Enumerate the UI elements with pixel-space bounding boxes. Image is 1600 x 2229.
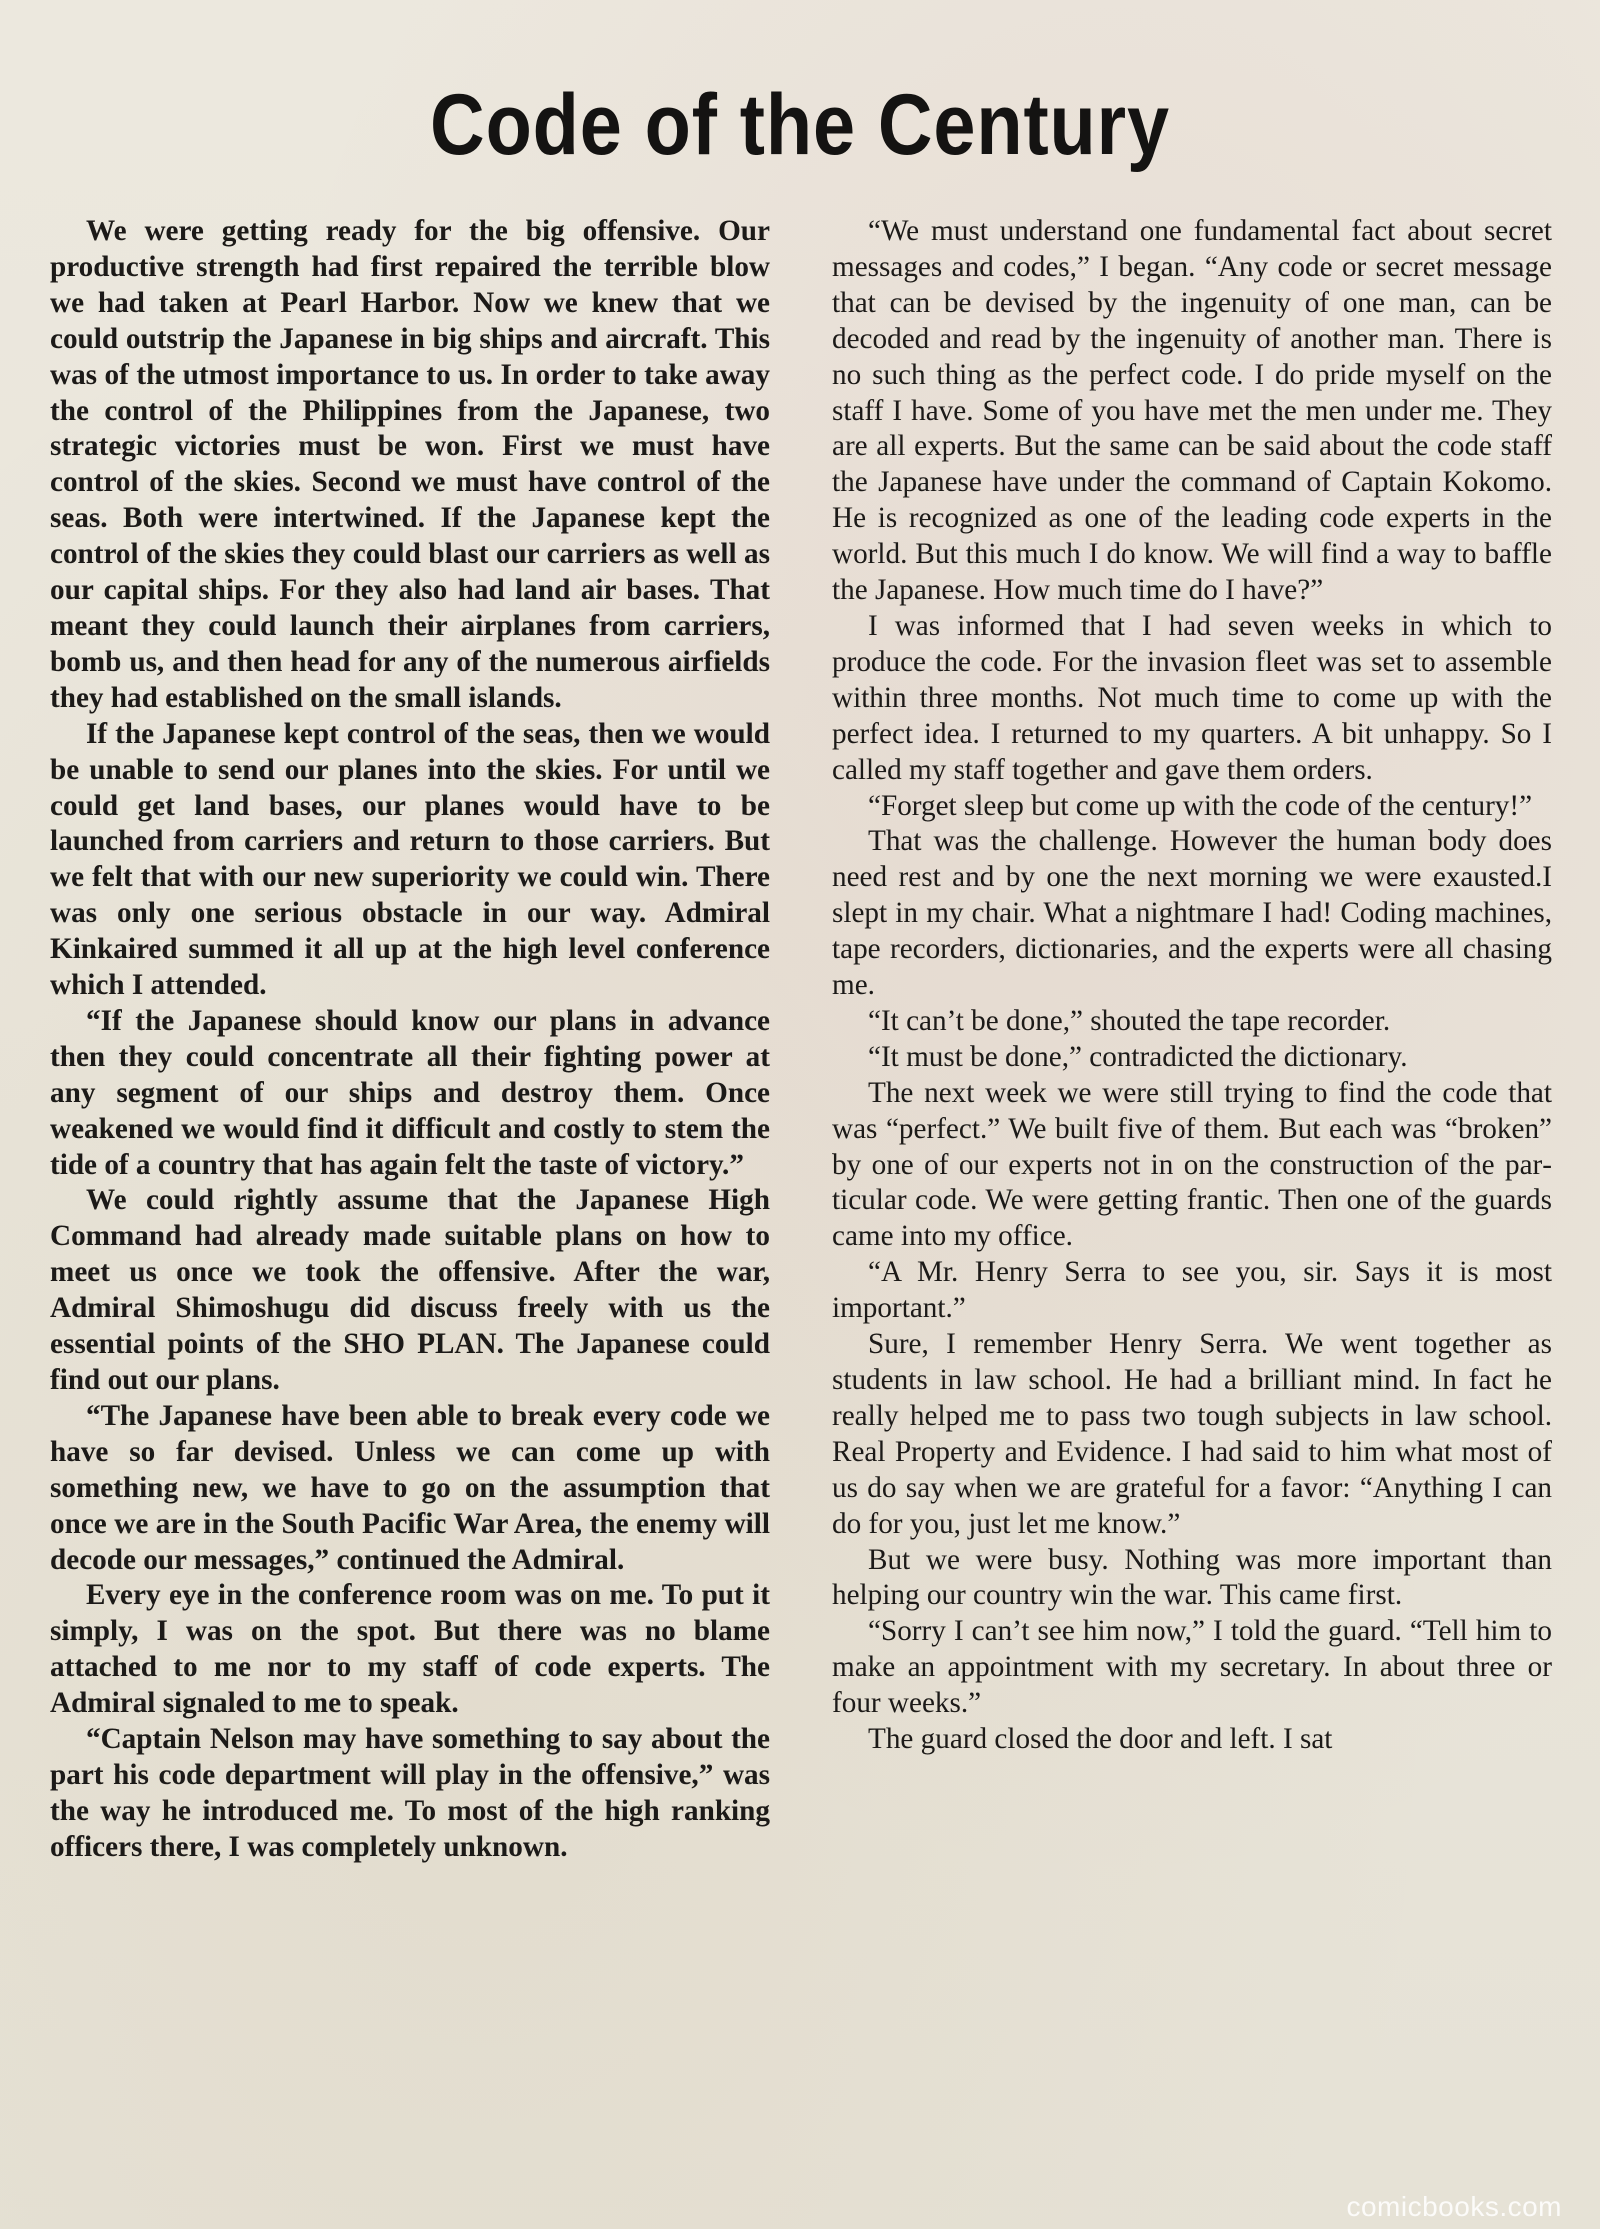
- paragraph: We could rightly assume that the Japanese High Command had already made suitable plans on how to meet us once we took the offensive. After the war, Admiral Shimoshugu did discuss freely with us the essential points of the SHO PLAN. The Japanese could find out our plans.: [50, 1184, 770, 1396]
- paragraph: I was informed that I had seven weeks in which to produce the code. For the invasion fleet was set to assemble within three months. Not much time to come up with the perfect idea. I returned to my quarters. A bit unhappy. So I called my staff together and gave them orders.: [832, 609, 1552, 786]
- right-column: [832, 214, 1552, 1758]
- paragraph: Sure, I remember Henry Serra. We went together as students in law school. He had a brilliant mind. In fact he really helped me to pass two tough subjects in law school. Real Property and Evidence. I had said to him what most of us do say when we are grateful for a favor: “Anything I can do for you, just let me know.”: [832, 1328, 1552, 1540]
- paragraph: “We must understand one fundamental fact about secret messages and codes,” I began. “Any code or secret message that can be devised by the ingenuity of one man, can be decoded and read by the ingenuity of another man. There is no such thing as the perfect code. I do pride myself on the staff I have. Some of you have met the men under me. They are all experts. But the same can be said about the code staff the Japanese have under the command of Captain Kokomo. He is recognized as one of the leading code experts in the world. But this much I do know. We will find a way to baffle the Japanese. How much time do I have?”: [832, 215, 1552, 607]
- paragraph: The next week we were still trying to find the code that was “perfect.” We built five of them. But each was “broken” by one of our experts not in on the construction of the particular code. We were getting frantic. Then one of the guards came into my office.: [832, 1076, 1552, 1253]
- site-watermark: comicbooks.com: [1346, 2191, 1562, 2222]
- paragraph: We were getting ready for the big offensive. Our productive strength had first repaired the terrible blow we had taken at Pearl Harbor. Now we knew that we could outstrip the Japanese in big ships and aircraft. This was of the utmost importance to us. In order to take away the control of the Philippines from the Japanese, two strategic victories must be won. First we must have control of the skies. Second we must have control of the seas. Both were intertwined. If the Japanese kept the control of the skies they could blast our carriers as well as our capital ships. For they also had land air bases. That meant they could launch their airplanes from carriers, bomb us, and then head for any of the numerous airfields they had established on the small islands.: [50, 215, 770, 714]
- paragraph: “Sorry I can’t see him now,” I told the guard. “Tell him to make an appointment with my secretary. In about three or four weeks.”: [832, 1615, 1552, 1720]
- paragraph: “Captain Nelson may have something to say about the part his code department will play in the offensive,” was the way he introduced me. To most of the high ranking officers there, I was completely unknown.: [50, 1723, 770, 1863]
- paragraph: “If the Japanese should know our plans in advance then they could concentrate all their fighting power at any segment of our ships and destroy them. Once weakened we would find it difficult and costly to stem the tide of a country that has again felt the taste of victory.”: [50, 1004, 770, 1181]
- paragraph: “Forget sleep but come up with the code of the century!”: [868, 789, 1533, 822]
- paragraph: The guard closed the door and left. I sat: [868, 1723, 1333, 1756]
- paragraph: But we were busy. Nothing was more important than helping our country win the war. This came first.: [832, 1543, 1552, 1612]
- left-column: [50, 214, 770, 1866]
- paragraph: “It must be done,” contradicted the dictionary.: [868, 1040, 1408, 1073]
- paragraph: “It can’t be done,” shouted the tape recorder.: [868, 1004, 1391, 1037]
- paragraph: If the Japanese kept control of the seas, then we would be unable to send our planes into the skies. For until we could get land bases, our planes would have to be launched from carriers and return to those carriers. But we felt that with our new superiority we could win. There was only one serious obstacle in our way. Admiral Kinkaired summed it all up at the high level conference which I attended.: [50, 717, 770, 1002]
- paragraph: “The Japanese have been able to break every code we have so far devised. Unless we can come up with something new, we have to go on the assumption that once we are in the South Pacific War Area, the enemy will decode our messages,” continued the Admiral.: [50, 1399, 770, 1576]
- article-title: Code of the Century: [430, 76, 1170, 173]
- paragraph: That was the challenge. However the human body does need rest and by one the next morning we were exausted.I slept in my chair. What a nightmare I had! Coding machines, tape recorders, dictionaries, and the experts were all chasing me.: [832, 825, 1552, 1002]
- paragraph: “A Mr. Henry Serra to see you, sir. Says it is most important.”: [832, 1256, 1552, 1325]
- paragraph: Every eye in the conference room was on me. To put it simply, I was on the spot. But there was no blame attached to me nor to my staff of code experts. The Admiral signaled to me to speak.: [50, 1579, 770, 1720]
